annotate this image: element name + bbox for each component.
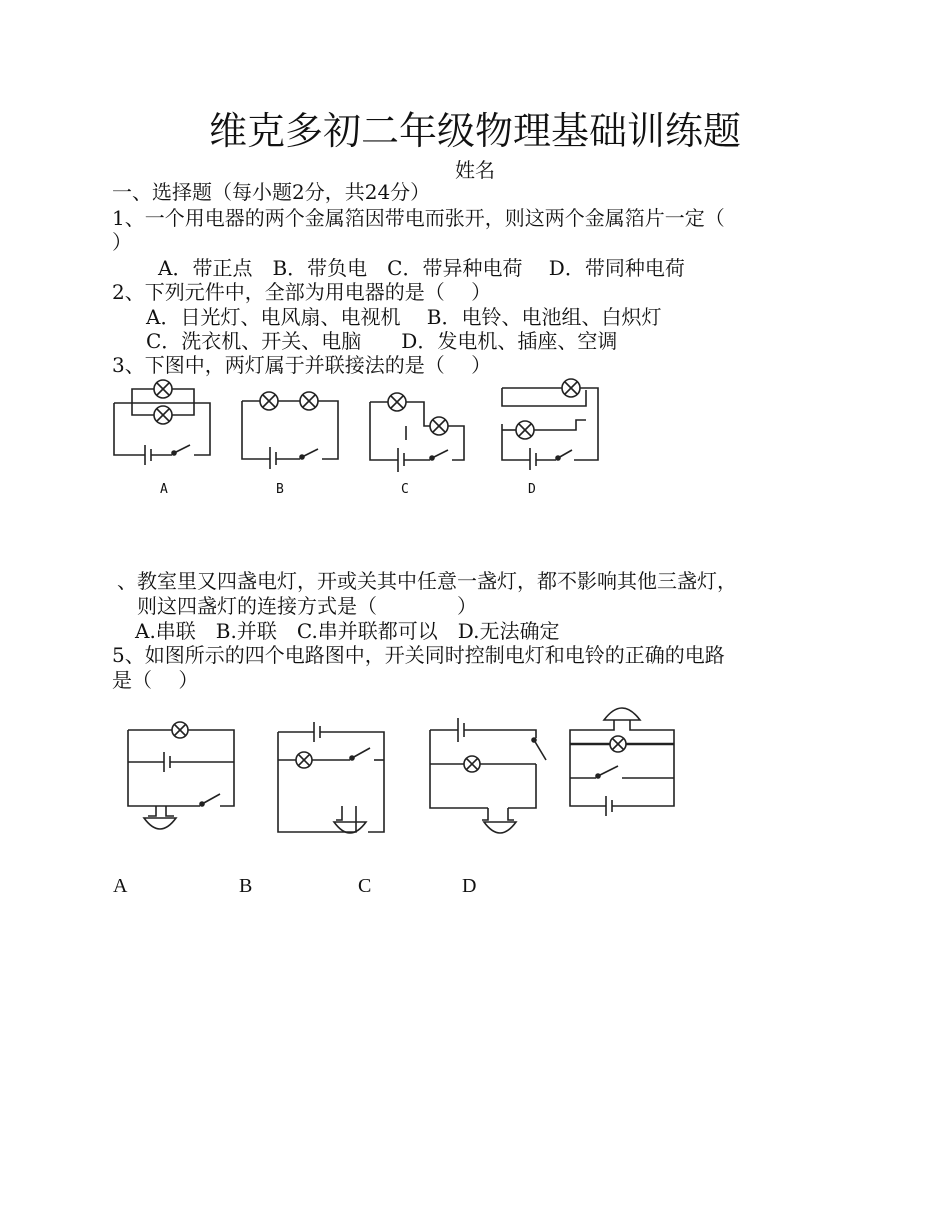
- q3-label-a: A: [160, 482, 168, 497]
- q4-stem-end: 则这四盏灯的连接方式是（ ）: [137, 594, 477, 618]
- q5-stem-end: 是（ ）: [112, 668, 199, 692]
- q1-options: A．带正点 B．带负电 C．带异种电荷 D．带同种电荷: [158, 256, 685, 280]
- q1-stem: 1、一个用电器的两个金属箔因带电而张开，则这两个金属箔片一定（: [112, 206, 725, 230]
- q2-stem: 2、下列元件中，全部为用电器的是（ ）: [112, 280, 492, 304]
- q4-options: A.串联 B.并联 C.串并联都可以 D.无法确定: [135, 619, 560, 643]
- q3-circuit-b: [238, 385, 340, 465]
- q5-circuit-a: [126, 718, 238, 846]
- q5-circuit-c: [428, 712, 552, 844]
- q5-label-b: B: [239, 875, 253, 897]
- q2-options-1: A．日光灯、电风扇、电视机 B．电铃、电池组、白炽灯: [146, 305, 662, 329]
- q3-circuit-a: [110, 375, 210, 465]
- q5-circuit-d: [568, 700, 680, 824]
- q3-label-b: B: [276, 482, 284, 497]
- q1-stem-end: ）: [112, 230, 132, 254]
- section-heading: 一、选择题（每小题2分，共24分）: [112, 180, 431, 204]
- q5-label-a: A: [113, 875, 128, 897]
- q5-stem: 5、如图所示的四个电路图中，开关同时控制电灯和电铃的正确的电路: [112, 643, 725, 667]
- q3-label-d: D: [528, 482, 536, 497]
- q2-options-2: C．洗衣机、开关、电脑 D．发电机、插座、空调: [146, 329, 618, 353]
- q3-stem: 3、下图中，两灯属于并联接法的是（ ）: [112, 353, 492, 377]
- page-title: 维克多初二年级物理基础训练题: [208, 109, 741, 153]
- q5-label-c: C: [358, 875, 372, 897]
- q3-circuit-d: [498, 378, 600, 468]
- q5-label-d: D: [462, 875, 477, 897]
- name-label: 姓名: [455, 158, 495, 182]
- q4-stem: 、教室里又四盏电灯，开或关其中任意一盏灯，都不影响其他三盏灯，: [117, 569, 737, 593]
- q3-circuit-c: [366, 388, 466, 468]
- q5-circuit-b: [276, 712, 388, 844]
- q3-label-c: C: [401, 482, 409, 497]
